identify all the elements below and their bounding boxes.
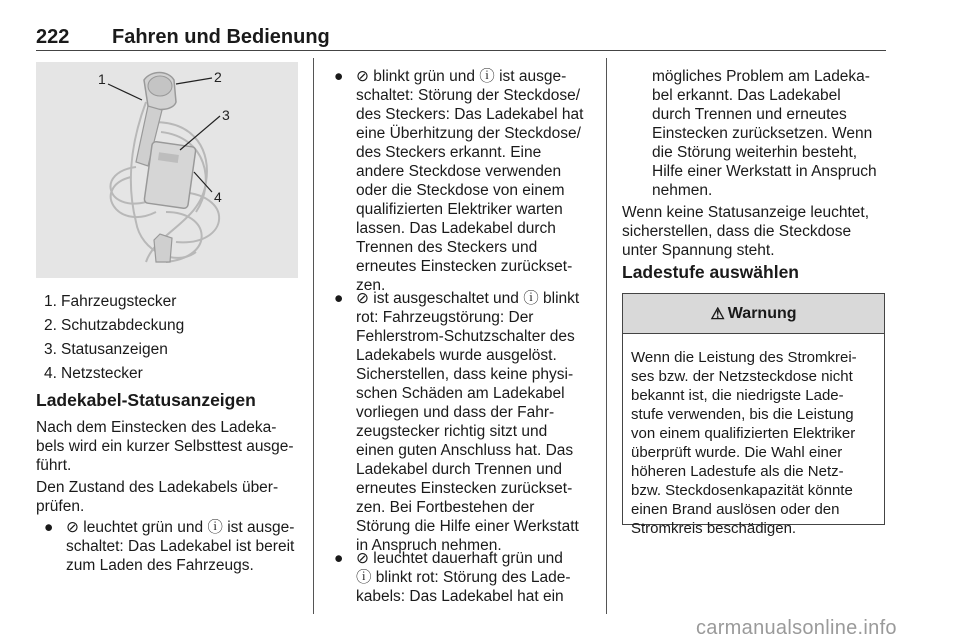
bullet-dot: ●	[334, 68, 344, 85]
callout-2: 2	[214, 69, 222, 85]
legend-label: Netzstecker	[61, 365, 143, 382]
callout-1: 1	[98, 71, 106, 87]
warning-header	[623, 294, 884, 334]
section-heading-charge-level: Ladestufe auswählen	[622, 262, 799, 282]
warning-box	[622, 293, 885, 537]
column-divider-1	[313, 58, 314, 614]
watermark: carmanualsonline.info	[696, 617, 897, 639]
page-number: 222	[36, 26, 70, 48]
header-divider	[36, 50, 886, 51]
legend-item: 2. Schutzabdeckung	[44, 314, 298, 338]
page-title: Fahren und Bedienung	[112, 26, 330, 48]
legend-label: Schutzabdeckung	[61, 317, 185, 334]
legend-item: 1. Fahrzeugstecker	[44, 290, 298, 314]
bullet-dot: ●	[334, 550, 344, 567]
charging-cable-illustration	[36, 62, 298, 278]
bullet-dot: ●	[44, 519, 54, 536]
callout-3: 3	[222, 107, 230, 123]
warning-title: Warnung	[727, 304, 797, 322]
figure-legend	[44, 290, 298, 386]
check-state-paragraph: Den Zustand des Ladekabels über- prüfen.	[36, 479, 279, 515]
no-indicator-paragraph: Wenn keine Statusanzeige leuchtet, sicherstellen, dass die Steckdose unter Spannung steht.	[622, 204, 870, 259]
section-heading-status: Ladekabel-Statusanzeigen	[36, 390, 256, 410]
charging-cable-figure	[36, 62, 298, 278]
bullet-4-continuation: mögliches Problem am Ladeka- bel erkannt. Das Ladekabel durch Trennen und erneutes Einstecken zurücksetzen. Wenn die Störung weiterhin besteht, Hilfe einer Werkstatt in Anspruch nehmen.	[652, 68, 877, 199]
warning-triangle-icon: ⚠	[710, 305, 725, 323]
column-divider-2	[606, 58, 607, 614]
legend-label: Statusanzeigen	[61, 341, 168, 358]
legend-item: 3. Statusanzeigen	[44, 338, 298, 362]
intro-paragraph: Nach dem Einstecken des Ladeka- bels wird ein kurzer Selbsttest ausge- führt.	[36, 419, 294, 474]
legend-label: Fahrzeugstecker	[61, 293, 177, 310]
callout-4: 4	[214, 189, 222, 205]
bullet-dot: ●	[334, 290, 344, 307]
legend-item: 4. Netzstecker	[44, 362, 298, 386]
warning-text: Wenn die Leistung des Stromkrei- ses bzw. der Netzsteckdose nicht bekannt ist, die niedrigste Lade- stufe verwenden, bis die Leistung von einem qualifizierten Elektriker überprüft wurde. Die Wahl einer höheren Ladestufe als die Netz- bzw. Steckdosenkapazität könnte einen Brand auslösen oder den Stromkreis beschädigen.	[631, 349, 857, 537]
